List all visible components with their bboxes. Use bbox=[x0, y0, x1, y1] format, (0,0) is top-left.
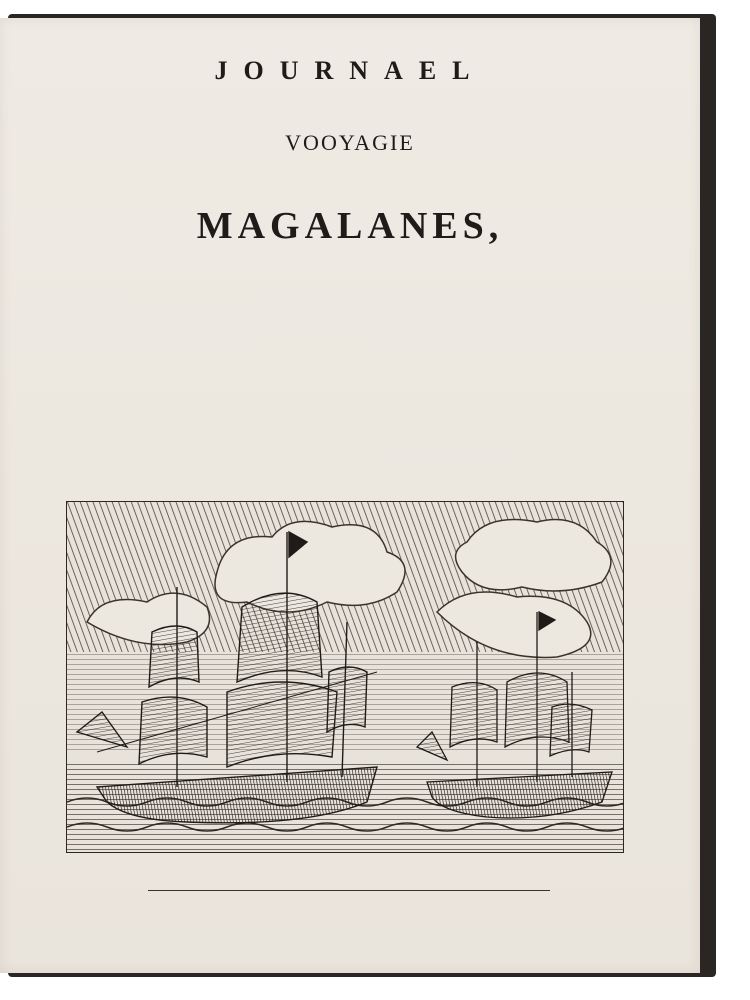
ships-woodcut-illustration bbox=[66, 501, 624, 853]
title-magalanes: MAGALANES, bbox=[196, 205, 504, 247]
title-page bbox=[0, 18, 700, 973]
imprint-rule bbox=[148, 890, 550, 891]
vooyagie-word: VOOYAGIE bbox=[285, 130, 415, 155]
title-subtitle-line bbox=[0, 130, 700, 156]
title-journael: JOURNAEL bbox=[214, 56, 486, 85]
